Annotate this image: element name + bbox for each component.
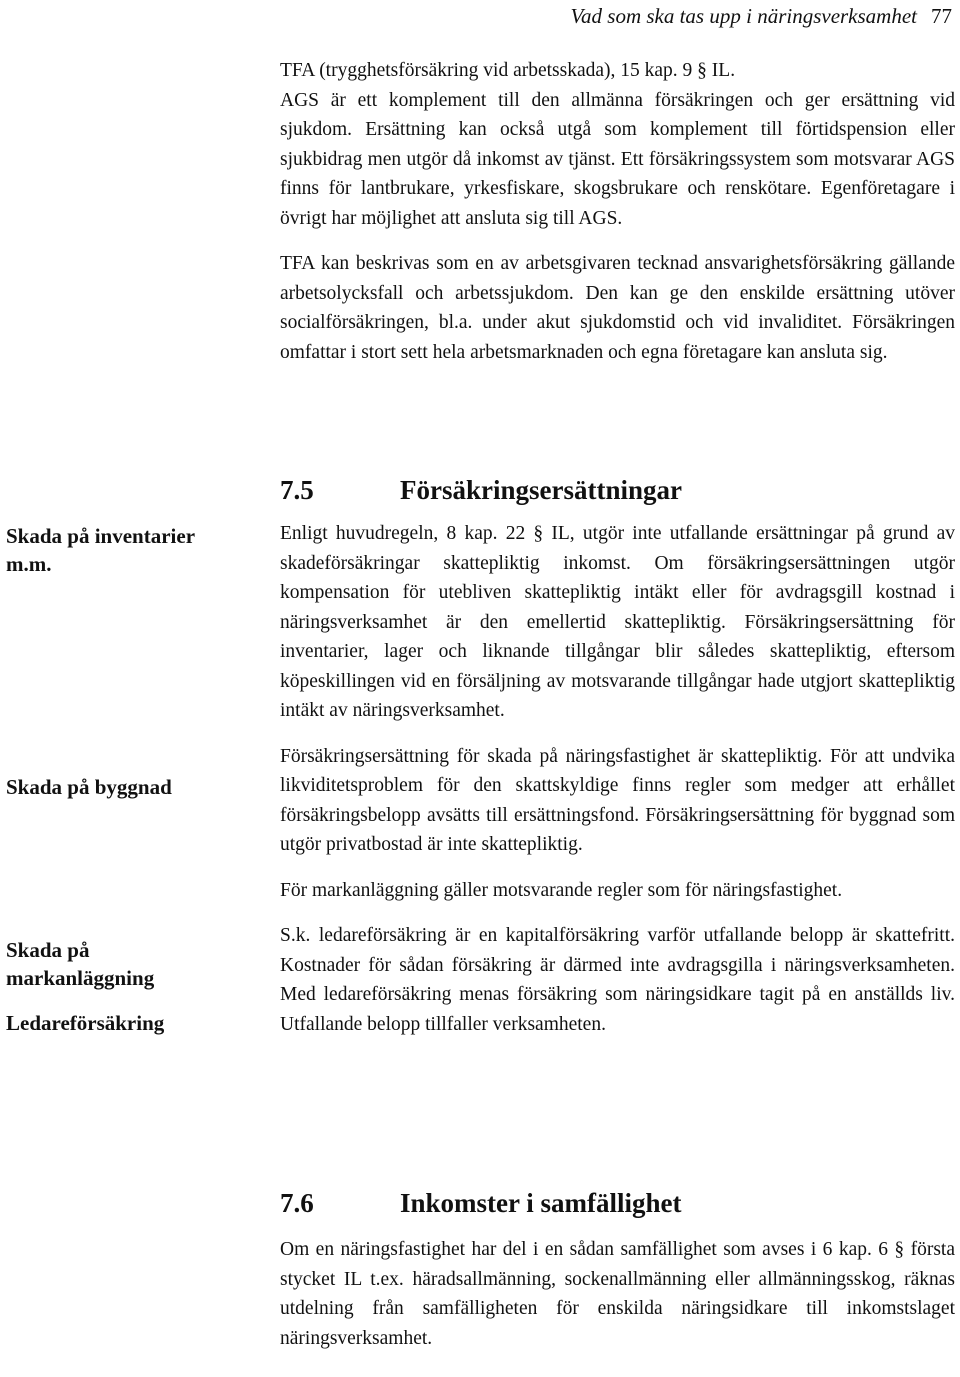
margin-note-byggnad: Skada på byggnad [6,775,172,799]
section-title: Inkomster i samfällighet [400,1188,682,1218]
margin-note-markanlaggning: Skada på markanläggning [6,938,155,990]
running-title: Vad som ska tas upp i näringsverksamhet [570,4,917,28]
page-number: 77 [931,4,952,28]
paragraph-samfallighet: Om en näringsfastighet har del i en sådan samfällighet som avses i 6 kap. 6 § första stycket IL t.ex. häradsallmänning, sockenallmänning eller allmänningsskog, räknas utdelning från samfälligheten för enskilda näringsidkare till inkomstslaget näringsverksamhet. [280,1239,955,1349]
section-heading-7-5 [280,473,955,507]
running-header [571,2,952,30]
section-7-5-text [280,519,955,1039]
intro-text [280,56,955,367]
margin-note-ledareforsakring: Ledareförsäkring [6,1011,165,1035]
section-7-6-text [280,1235,955,1353]
paragraph-huvudregel: Enligt huvudregeln, 8 kap. 22 § IL, utgör inte utfallande ersättningar på grund av skadeförsäkringar skattepliktig inkomst. Om försäkringsersättningen utgör kompensation för utebliven skattepliktig intäkt eller för avdragsgill kostnad i näringsverksamhet är den emellertid skattepliktig. Försäkringsersättning för inventarier, lager och liknande tillgångar blir således skattepliktig, eftersom köpeskillingen vid en försäljning av motsvarande tillgångar hade utgjort skattepliktig intäkt av näringsverksamhet. [280,523,955,721]
margin-note-inventarier: Skada på inventarier m.m. [6,524,195,576]
section-number: 7.5 [280,475,314,505]
section-title: Försäkringsersättningar [400,475,682,505]
section-heading-7-6 [280,1186,955,1220]
paragraph-markanlaggning: För markanläggning gäller motsvarande regler som för näringsfastighet. [280,879,843,901]
paragraph-ledareforsakring: S.k. ledareförsäkring är en kapitalförsäkring varför utfallande belopp är skattefritt. Kostnader för sådan försäkring är därmed inte avdragsgilla i näringsverksamheten. Med ledareförsäkring menas försäkring som näringsidkare tagit på en anställds liv. Utfallande belopp tillfaller verksamheten. [280,925,955,1035]
paragraph-naringsfastighet: Försäkringsersättning för skada på näringsfastighet är skattepliktig. För att undvika likviditetsproblem för den skattskyldige finns regler som medger att erhållet försäkringsbelopp avsätts till ersättningsfond. Försäkringsersättning för byggnad som utgör privatbostad är inte skattepliktig. [280,745,955,855]
intro-paragraph-tfa: TFA kan beskrivas som en av arbetsgivaren tecknad ansvarighetsförsäkring gällande arbetsolycksfall och arbetssjukdom. Den kan ge den enskilde ersättning utöver socialförsäkringen, bl.a. under akut sjukdomstid och vid invaliditet. Försäkringen omfattar i stort sett hela arbetsmarknaden och egna företagare kan ansluta sig. [280,253,955,363]
section-number: 7.6 [280,1188,314,1218]
intro-paragraph-tfa-ref: TFA (trygghetsförsäkring vid arbetsskada), 15 kap. 9 § IL. [280,60,736,81]
intro-paragraph-ags: AGS är ett komplement till den allmänna försäkringen och ger ersättning vid sjukdom. Ersättning kan också utgå som komplement till förtidspension eller sjukbidrag men utgör då inkomst av tjänst. Ett försäkringssystem som motsvarar AGS finns för lantbrukare, yrkesfiskare, skogsbrukare och renskötare. Egenföretagare i övrigt har möjlighet att ansluta sig till AGS. [280,89,955,229]
